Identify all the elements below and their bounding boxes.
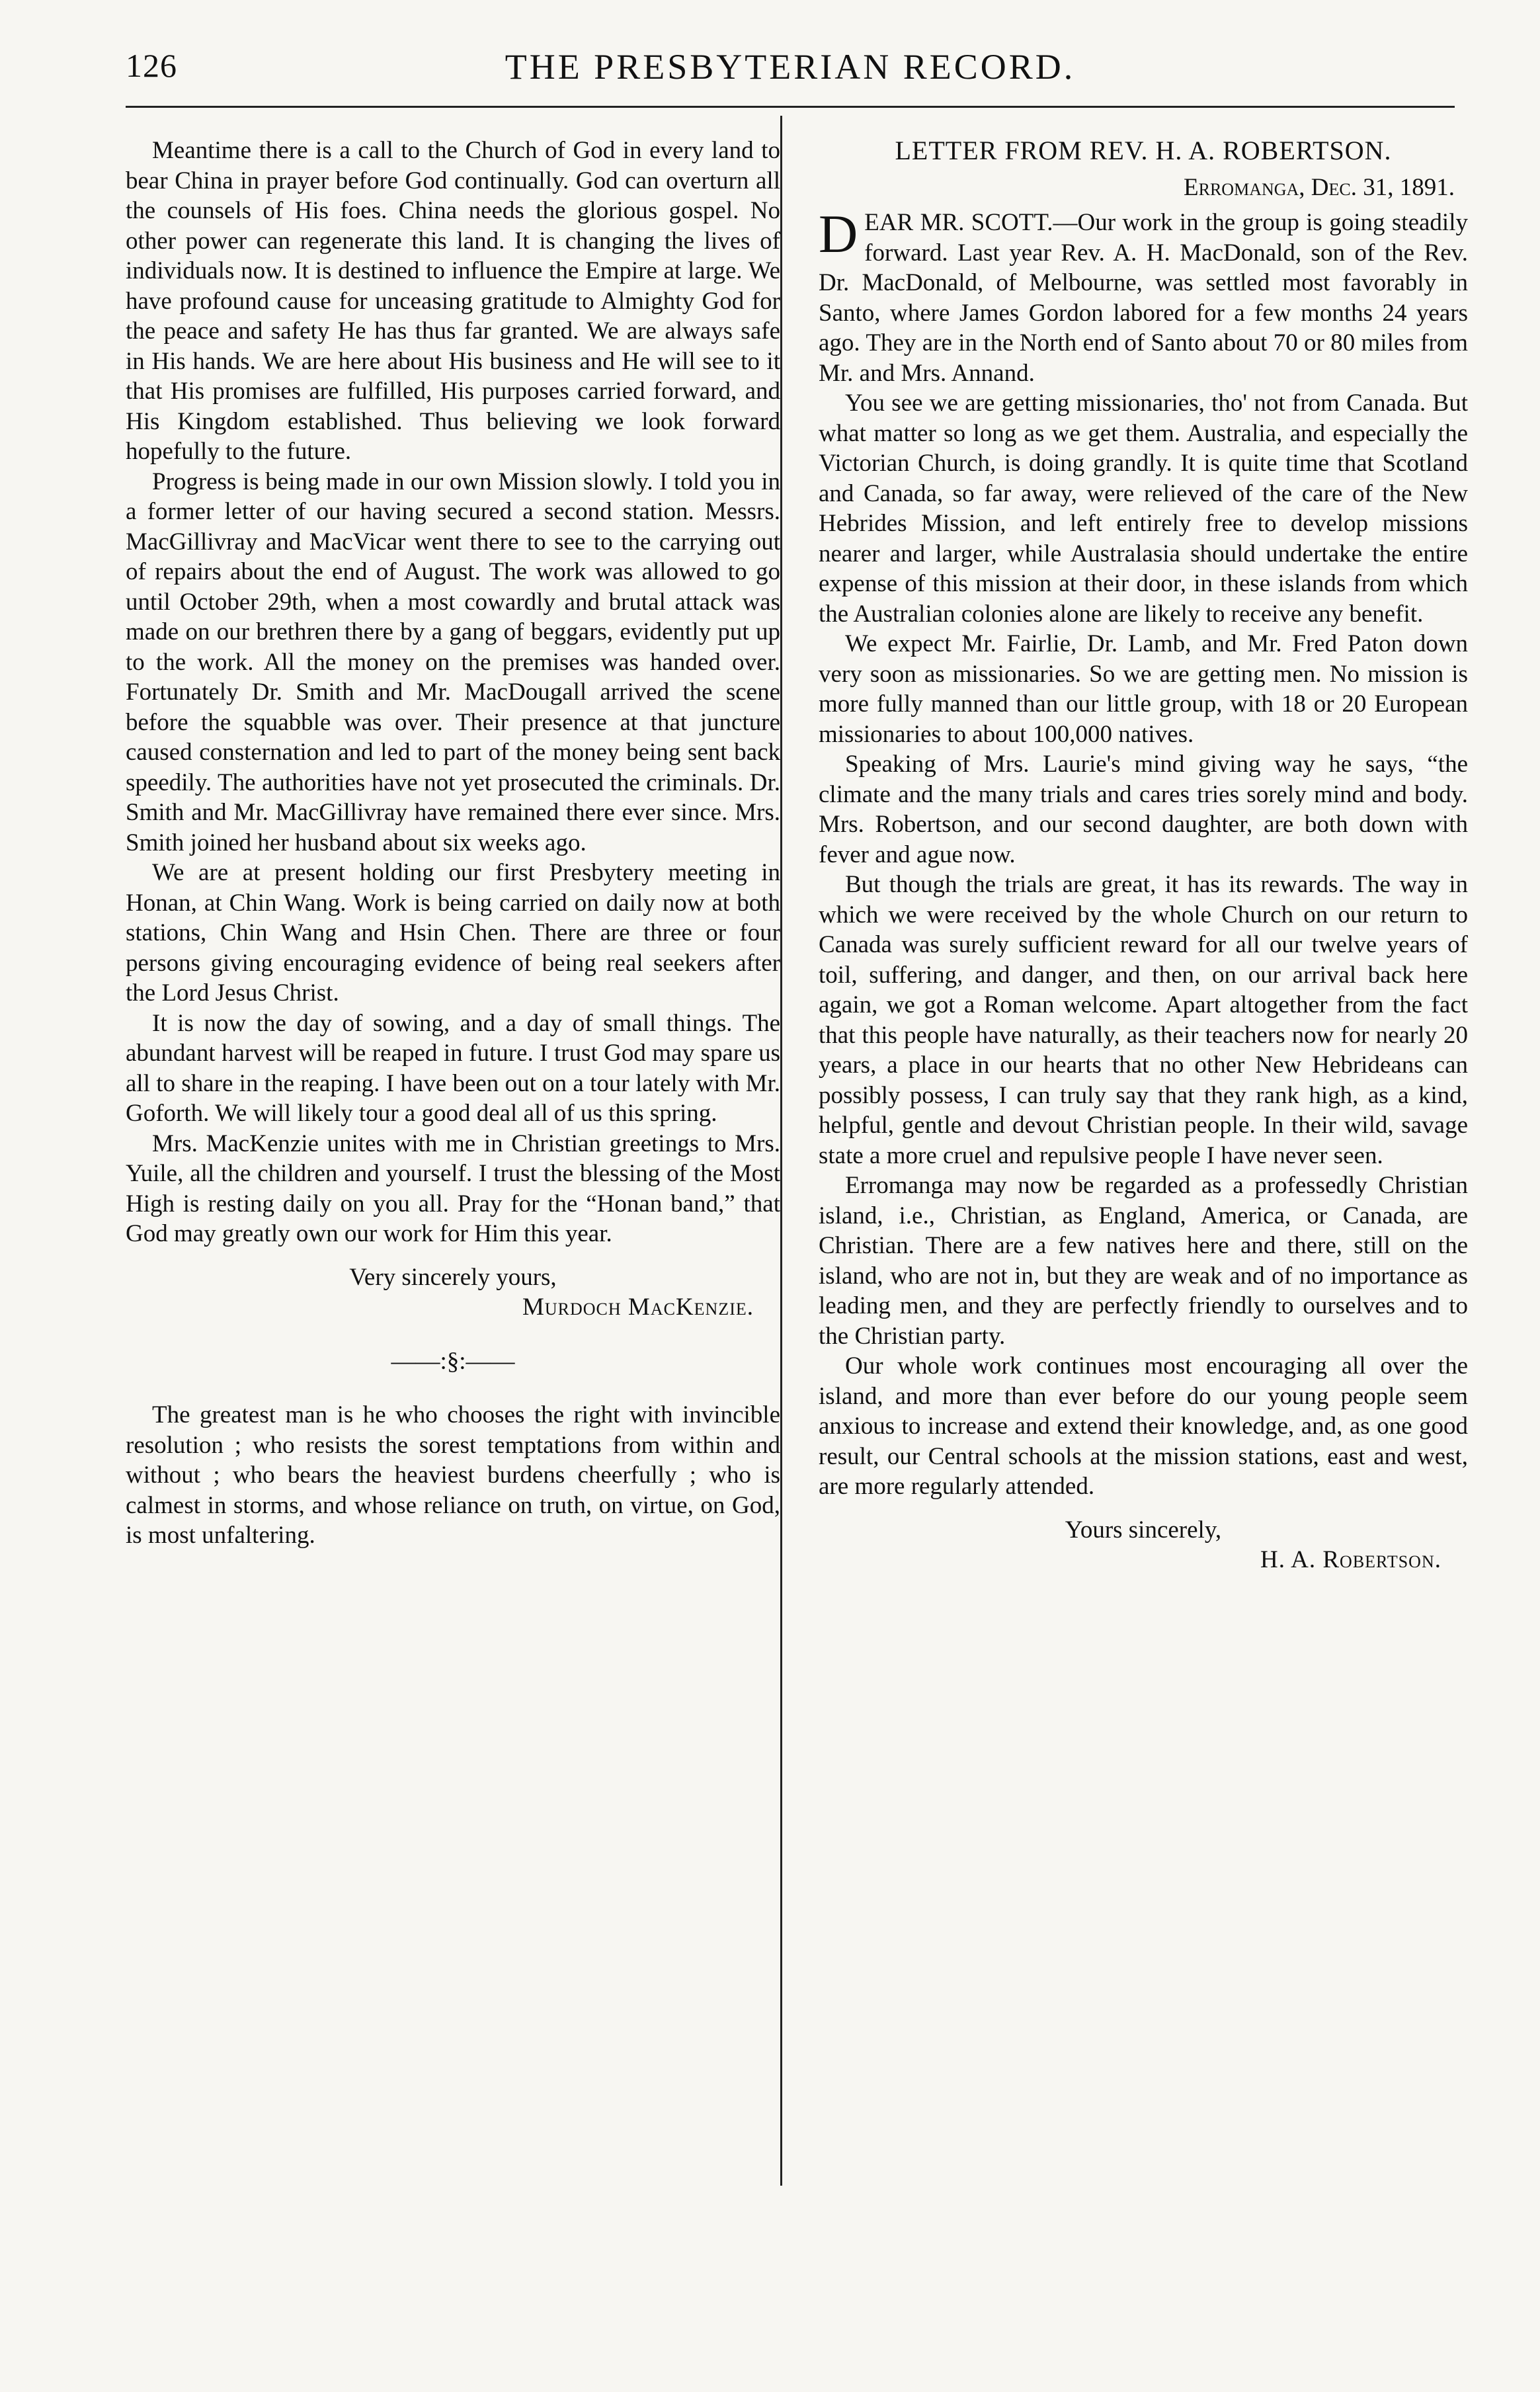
body-paragraph: It is now the day of sowing, and a day of small things. The abundant harvest will be reaped in future. I trust God may spare us all to share in the reaping. I have been out on a tour lately with Mr. Goforth. We will likely tour a good deal all of us this spring. (126, 1009, 780, 1127)
drop-cap: D (819, 204, 858, 264)
column-divider (780, 116, 782, 2186)
body-paragraph: We expect Mr. Fairlie, Dr. Lamb, and Mr. Fred Paton down very soon as missionaries. So we are getting men. No mission is more fully manned than our little group, with 18 or 20 European missionaries to about 100,000 natives. (819, 630, 1468, 748)
letter-signature: H. A. Robertson. (1260, 1546, 1441, 1573)
body-paragraph: But though the trials are great, it has its rewards. The way in which we were received by the whole Church on our return to Canada was surely sufficient reward for all our twelve years of toil, suffering, and danger, and then, on our arrival back here again, we got a Roman welcome. Apart altogether from the fact that this people have naturally, as their teachers now for nearly 20 years, a place in our hearts that no other New Hebrideans can possibly possess, I can truly say that they rank high, as a kind, helpful, gentle and devout Christian people. In their wild, savage state a more cruel and repulsive people I have never seen. (819, 871, 1468, 1169)
body-paragraph: Mrs. MacKenzie unites with me in Christian greetings to Mrs. Yuile, all the children and yourself. I trust the blessing of the Most High is resting daily on you all. Pray for the “Honan band,” that God may greatly own our work for Him this year. (126, 1130, 780, 1247)
right-column (819, 136, 1468, 1575)
page-number: 126 (126, 47, 177, 84)
body-paragraph: Speaking of Mrs. Laurie's mind giving way he says, “the climate and the many trials and cares tries sorely mind and body. Mrs. Robertson, and our second daughter, are both down with fever and ague now. (819, 751, 1468, 868)
quote-paragraph: The greatest man is he who chooses the right with invincible resolution ; who resists the sorest temptations from within and without ; who bears the heaviest burdens cheerfully ; who is calmest in storms, and whose reliance on truth, on virtue, on God, is most unfaltering. (126, 1401, 780, 1549)
body-paragraph: Our whole work continues most encouraging all over the island, and more than ever before do our young people seem anxious to increase and extend their knowledge, and, as one good result, our Central schools at the mission stations, east and west, are more regularly attended. (819, 1352, 1468, 1500)
page-header (126, 46, 1455, 93)
letter-signature: Murdoch MacKenzie. (522, 1294, 754, 1321)
body-paragraph: You see we are getting missionaries, tho' not from Canada. But what matter so long as we get them. Australia, and especially the Victorian Church, is doing grandly. It is quite time that Scotland and Canada, so far away, were relieved of the care of the New Hebrides Mission, and left entirely free to develop missions nearer and larger, while Australasia should undertake the entire expense of this mission at their door, in these islands from which the Australian colonies alone are likely to receive any benefit. (819, 390, 1468, 628)
body-paragraph: Meantime there is a call to the Church of God in every land to bear China in prayer before God continually. God can overturn all the counsels of His foes. China needs the glorious gospel. No other power can regenerate this land. It is changing the lives of individuals now. It is destined to influence the Empire at large. We have profound cause for unceasing gratitude to Almighty God for the peace and safety He has thus far granted. We are always safe in His hands. We are here about His business and He will see to it that His promises are fulfilled, His purposes carried forward, and His Kingdom established. Thus believing we look forward hopefully to the future. (126, 137, 780, 465)
letter-closing: Very sincerely yours, (349, 1263, 557, 1291)
header-rule (126, 106, 1455, 108)
salutation-paragraph (819, 204, 1468, 388)
body-paragraph: Erromanga may now be regarded as a professedly Christian island, i.e., Christian, as England, America, or Canada, are Christian. There are a few natives here and there, still on the island, who are not in, but they are weak and of no importance as leading men, and they are perfectly friendly to ourselves and to the Christian party. (819, 1172, 1468, 1350)
left-column (126, 136, 780, 1551)
section-separator: ——:§:—— (391, 1347, 515, 1375)
body-paragraph: We are at present holding our first Presbytery meeting in Honan, at Chin Wang. Work is being carried on daily now at both stations, Chin Wang and Hsin Chen. There are three or four persons giving encouraging evidence of being real seekers after the Lord Jesus Christ. (126, 859, 780, 1007)
running-title: THE PRESBYTERIAN RECORD. (505, 47, 1076, 87)
body-paragraph: Progress is being made in our own Mission slowly. I told you in a former letter of our having secured a second station. Messrs. MacGillivray and MacVicar went there to see to the carrying out of repairs about the end of August. The work was allowed to go until October 29th, when a most cowardly and brutal attack was made on our brethren there by a gang of beggars, evidently put up to the work. All the money on the premises was handed over. Fortunately Dr. Smith and Mr. MacDougall arrived the scene before the squabble was over. Their presence at that juncture caused consternation and led to part of the money being sent back speedily. The authorities have not yet prosecuted the criminals. Dr. Smith and Mr. MacGillivray have remained there ever since. Mrs. Smith joined her husband about six weeks ago. (126, 468, 780, 856)
letter-closing: Yours sincerely, (1065, 1516, 1222, 1544)
salutation-text: EAR MR. SCOTT.—Our work in the group is going steadily forward. Last year Rev. A. H. MacDonald, son of the Rev. Dr. MacDonald, of Melbourne, was settled most favorably in Santo, where James Gordon labored for a few months 24 years ago. They are in the North end of Santo about 70 or 80 miles from Mr. and Mrs. Annand. (819, 209, 1468, 387)
letter-dateline: Erromanga, Dec. 31, 1891. (1184, 173, 1455, 201)
letter-heading: LETTER FROM REV. H. A. ROBERTSON. (895, 136, 1392, 165)
